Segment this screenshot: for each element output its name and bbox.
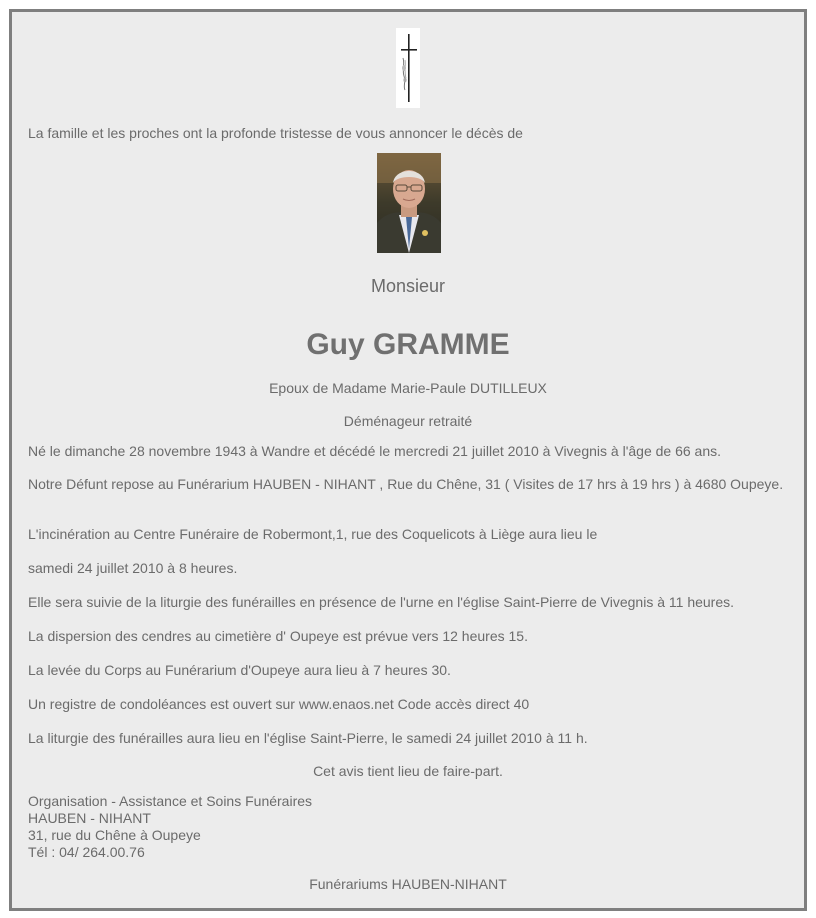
spouse-line: Epoux de Madame Marie-Paule DUTILLEUX [269,380,547,396]
obituary-notice [9,9,807,911]
civility-title: Monsieur [370,276,446,296]
paragraph-liturgy: La liturgie des funérailles aura lieu en l'église Saint-Pierre, le samedi 24 juillet 2010 à 11 h. [28,730,588,746]
paragraph-liturgy-urn: Elle sera suivie de la liturgie des funérailles en présence de l'urne en l'église Saint-Pierre de Vivegnis à 11 heures. [28,594,735,610]
paragraph-cremation-date: samedi 24 juillet 2010 à 8 heures. [28,560,238,576]
paragraph-birth-death: Né le dimanche 28 novembre 1943 à Wandre et décédé le mercredi 21 juillet 2010 à Vivegnis à l'âge de 66 ans. [28,443,721,459]
notice-line: Cet avis tient lieu de faire-part. [313,763,503,779]
portrait-photo [377,153,441,253]
organisation-line: Organisation - Assistance et Soins Funéraires [28,793,313,809]
paragraph-rest-place: Notre Défunt repose au Funérarium HAUBEN - NIHANT , Rue du Chêne, 31 ( Visites de 17 hrs à 19 hrs ) à 4680 Oupeye. [28,476,784,492]
paragraph-ash-dispersal: La dispersion des cendres au cimetière d' Oupeye est prévue vers 12 heures 15. [28,628,528,644]
organisation-name: HAUBEN - NIHANT [28,810,151,826]
organisation-address: 31, rue du Chêne à Oupeye [28,827,201,843]
footer-signature: Funérariums HAUBEN-NIHANT [309,876,507,892]
cross-icon [396,28,420,108]
organisation-phone: Tél : 04/ 264.00.76 [28,844,145,860]
paragraph-condolence-register: Un registre de condoléances est ouvert sur www.enaos.net Code accès direct 40 [28,696,530,712]
intro-text: La famille et les proches ont la profonde tristesse de vous annoncer le décès de [28,125,523,141]
deceased-name: Guy GRAMME [306,328,510,361]
profession-line: Déménageur retraité [343,413,473,429]
organisation-block [28,793,312,861]
paragraph-body-removal: La levée du Corps au Funérarium d'Oupeye aura lieu à 7 heures 30. [28,662,451,678]
paragraph-cremation: L'incinération au Centre Funéraire de Robermont,1, rue des Coquelicots à Liège aura lieu le [28,526,598,542]
